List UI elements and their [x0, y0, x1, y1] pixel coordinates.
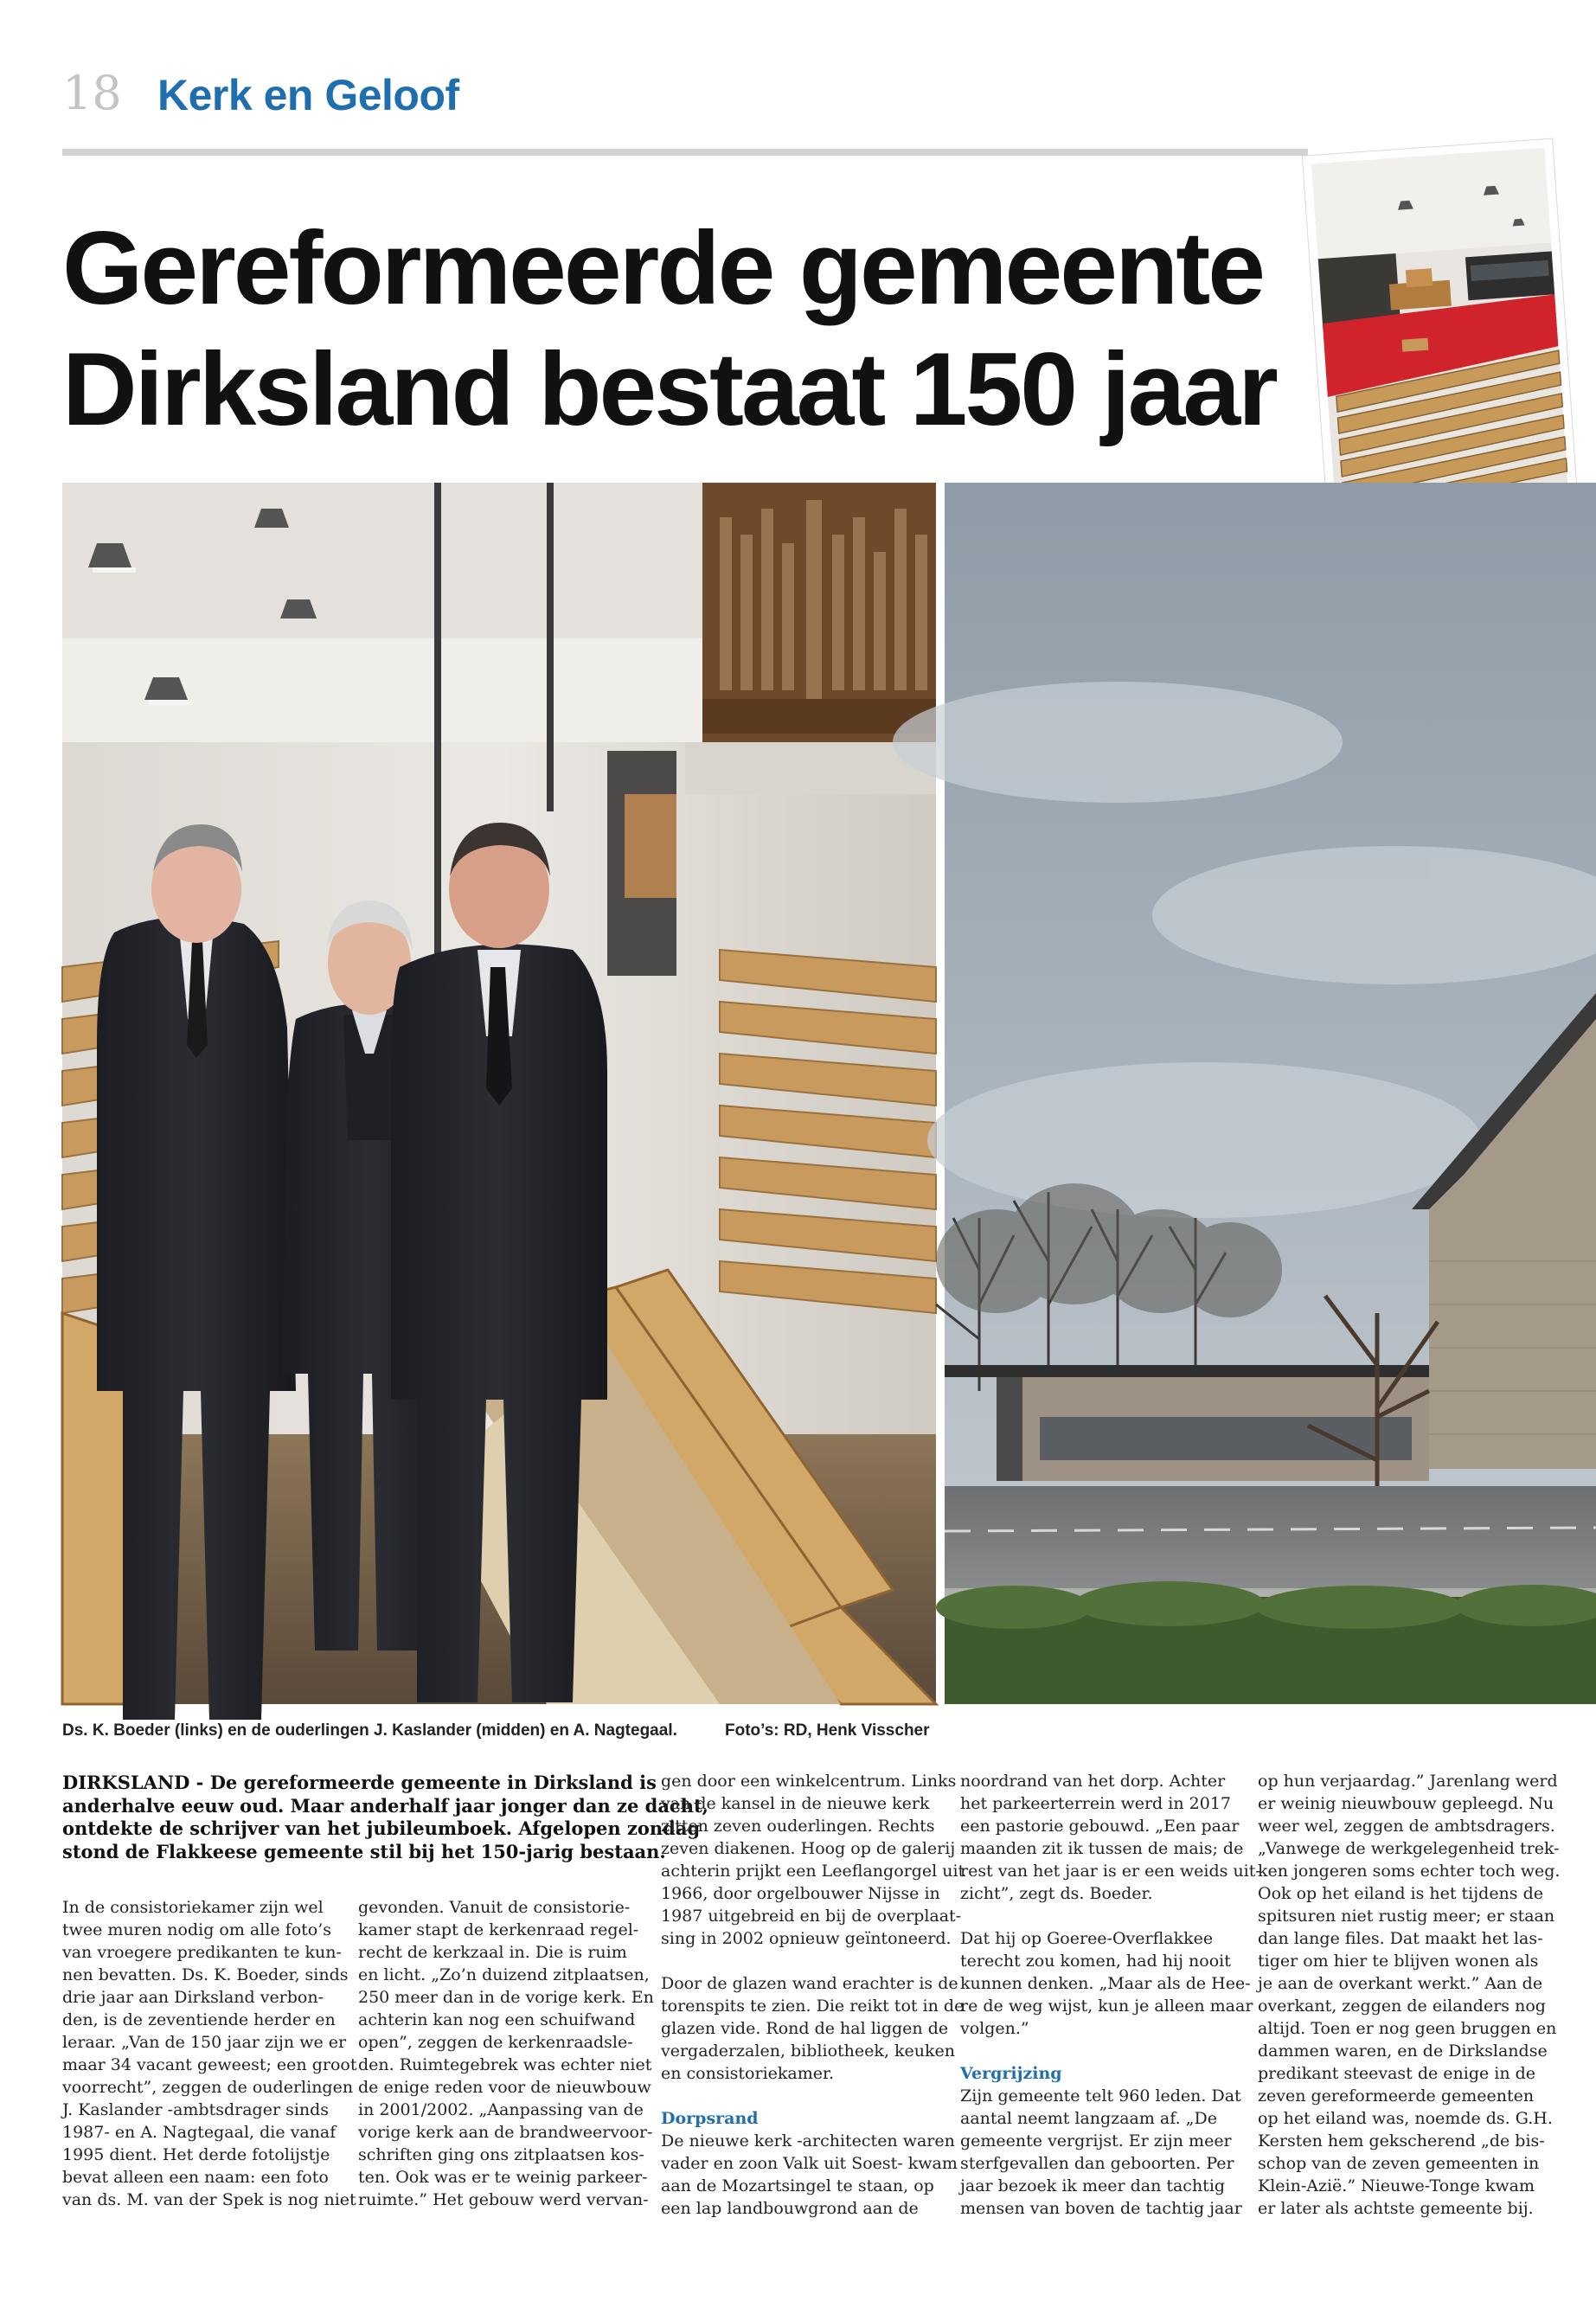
text-line: dan lange files. Dat maakt het las- — [1258, 1929, 1543, 1948]
text-line: ten. Ook was er te weinig parkeer- — [358, 2168, 648, 2187]
text-line: dammen waren, en de Dirkslandse — [1258, 2041, 1548, 2061]
text-line: je aan de overkant werkt.” Aan de — [1258, 1974, 1543, 1993]
text-line: en consistoriekamer. — [661, 2064, 835, 2083]
text-line: het parkeerterrein werd in 2017 — [960, 1794, 1231, 1813]
text-line: maanden zit ik tussen de mais; de — [960, 1839, 1244, 1858]
text-line: overkant, zeggen de eilanders nog — [1258, 1997, 1546, 2016]
text-line: nen bevatten. Ds. K. Boeder, sinds — [62, 1965, 349, 1984]
text-line: van de kansel in de nieuwe kerk — [661, 1794, 930, 1813]
text-line: twee muren nodig om alle foto’s — [62, 1920, 331, 1939]
text-line: op het eiland was, noemde ds. G.H. — [1258, 2109, 1553, 2128]
section-title: Kerk en Geloof — [157, 71, 459, 119]
text-line: open”, zeggen de kerkenraadsle- — [358, 2033, 633, 2052]
text-line: Kersten hem gekscherend „de bis- — [1258, 2131, 1545, 2150]
text-line: aan de Mozartsingel te staan, op — [661, 2176, 934, 2195]
page-number: 18 — [62, 66, 122, 120]
text-line: den. Ruimtegebrek was echter niet — [358, 2055, 652, 2074]
text-line: weer wel, zeggen de ambtsdragers. — [1258, 1817, 1555, 1836]
text-line: zeven gereformeerde gemeenten — [1258, 2086, 1535, 2106]
text-line: Zijn gemeente telt 960 leden. Dat — [960, 2086, 1241, 2106]
text-line: leraar. „Van de 150 jaar zijn we er — [62, 2033, 347, 2052]
text-line: sing in 2002 opnieuw geïntoneerd. — [661, 1929, 952, 1948]
text-line: 250 meer dan in de vorige kerk. En — [358, 1988, 654, 2007]
text-line: torenspits te zien. Die reikt tot in de — [661, 1997, 965, 2016]
text-line: predikant steevast de enige in de — [1258, 2064, 1536, 2083]
headline — [62, 208, 1276, 450]
text-line: kamer stapt de kerkenraad regel- — [358, 1920, 639, 1939]
text-line: jaar bezoek ik meer dan tachtig — [960, 2176, 1226, 2195]
lead-line: anderhalve eeuw oud. Maar anderhalf jaar jonger dan ze dacht, — [62, 1794, 708, 1817]
text-line: 1966, door orgelbouwer Nijsse in — [661, 1884, 940, 1903]
article-column-2 — [358, 1896, 654, 2211]
article-column-3 — [661, 1770, 965, 2220]
lead-line: ontdekte de schrijver van het jubileumboek. Afgelopen zondag — [62, 1817, 701, 1839]
photo-three-men-in-church — [62, 483, 936, 1704]
text-line: 1995 dient. Het derde fotolijstje — [62, 2145, 330, 2164]
article-column-5 — [1258, 1770, 1561, 2220]
text-line: vergaderzalen, bibliotheek, keuken — [661, 2041, 955, 2061]
text-line: een pastorie gebouwd. „Een paar — [960, 1817, 1240, 1836]
text-line: bevat alleen een naam: een foto — [62, 2168, 329, 2187]
text-line: ken jongeren soms echter toch weg. — [1258, 1862, 1561, 1881]
text-line: vorige kerk aan de brandweervoor- — [358, 2123, 653, 2142]
text-line: de enige reden voor de nieuwbouw — [358, 2078, 651, 2097]
text-line: drie jaar aan Dirksland verbon- — [62, 1988, 324, 2007]
text-line: den, is de zeventiende herder en — [62, 2010, 336, 2029]
text-line: gen door een winkelcentrum. Links — [661, 1772, 957, 1791]
text-line: glazen vide. Rond de hal liggen de — [661, 2019, 949, 2038]
text-line: zeven diakenen. Hoog op de galerij — [661, 1839, 956, 1858]
article-lead — [62, 1772, 708, 1863]
text-line: Ook op het eiland is het tijdens de — [1258, 1884, 1543, 1903]
text-line: een lap landbouwgrond aan de — [661, 2199, 919, 2218]
text-line: maar 34 vacant geweest; een groot — [62, 2055, 357, 2074]
text-line: rest van het jaar is er een weids uit- — [960, 1862, 1261, 1881]
text-line: vader en zoon Valk uit Soest- kwam — [661, 2154, 958, 2173]
text-line: De nieuwe kerk -architecten waren — [661, 2131, 955, 2150]
text-line: tiger om hier te blijven wonen als — [1258, 1952, 1539, 1971]
text-line: spitsuren niet rustig meer; er staan — [1258, 1907, 1555, 1926]
text-line: sterfgevallen dan geboorten. Per — [960, 2154, 1234, 2173]
headline-line-2: Dirksland bestaat 150 jaar — [62, 331, 1276, 447]
text-line: voorrecht”, zeggen de ouderlingen — [62, 2078, 354, 2097]
text-line: er weinig nieuwbouw gepleegd. Nu — [1258, 1794, 1554, 1813]
text-line: kunnen denken. „Maar als de Hee- — [960, 1974, 1251, 1993]
subhead-vergrijzing: Vergrijzing — [960, 2064, 1062, 2083]
article-column-4 — [960, 1770, 1261, 2220]
text-line: altijd. Toen er nog geen bruggen en — [1258, 2019, 1557, 2038]
photo-caption: Ds. K. Boeder (links) en de ouderlingen J. Kaslander (midden) en A. Nagtegaal. — [62, 1721, 677, 1740]
text-line: in 2001/2002. „Aanpassing van de — [358, 2100, 644, 2119]
article-column-1 — [62, 1896, 357, 2211]
text-line: In de consistoriekamer zijn wel — [62, 1898, 324, 1917]
text-line: en licht. „Zo’n duizend zitplaatsen, — [358, 1965, 650, 1984]
text-line: mensen van boven de tachtig jaar — [960, 2199, 1242, 2218]
header-rule — [62, 149, 1308, 156]
inset-photo-church-interior — [1315, 130, 1574, 519]
text-line: „Vanwege de werkgelegenheid trek- — [1258, 1839, 1560, 1858]
text-line: J. Kaslander -ambtsdrager sinds — [62, 2100, 330, 2119]
text-line: ruimte.” Het gebouw werd vervan- — [358, 2190, 649, 2209]
text-line: van vroegere predikanten te kun- — [62, 1943, 342, 1962]
text-line: schriften ging ons zitplaatsen kos- — [358, 2145, 644, 2164]
headline-line-1: Gereformeerde gemeente — [62, 210, 1263, 326]
text-line: achterin prijkt een Leeflangorgel uit — [661, 1862, 965, 1881]
text-line: gemeente vergrijst. Er zijn meer — [960, 2131, 1232, 2150]
text-line: volgen.” — [960, 2019, 1029, 2038]
text-line: schop van de zeven gemeenten in — [1258, 2154, 1540, 2173]
text-line: Door de glazen wand erachter is de — [661, 1974, 958, 1993]
text-line: terecht zou komen, had hij nooit — [960, 1952, 1231, 1971]
text-line: achterin kan nog een schuifwand — [358, 2010, 636, 2029]
text-line: zitten zeven ouderlingen. Rechts — [661, 1817, 935, 1836]
text-line: 1987- en A. Nagtegaal, die vanaf — [62, 2123, 337, 2142]
text-line: Klein-Azië.” Nieuwe-Tonge kwam — [1258, 2176, 1535, 2195]
text-line: op hun verjaardag.” Jarenlang werd — [1258, 1772, 1558, 1791]
text-line: recht de kerkzaal in. Die is ruim — [358, 1943, 627, 1962]
subhead-dorpsrand: Dorpsrand — [661, 2109, 759, 2128]
text-line: er later als achtste gemeente bij. — [1258, 2199, 1534, 2218]
text-line: aantal neemt langzaam af. „De — [960, 2109, 1217, 2128]
photo-credit: Foto’s: RD, Henk Visscher — [725, 1721, 930, 1740]
lead-line: DIRKSLAND - De gereformeerde gemeente in Dirksland is — [62, 1772, 657, 1793]
lead-line: stond de Flakkeese gemeente stil bij het 150-jarig bestaan. — [62, 1840, 666, 1862]
text-line: noordrand van het dorp. Achter — [960, 1772, 1226, 1791]
text-line: Dat hij op Goeree-Overflakkee — [960, 1929, 1214, 1948]
text-line: re de weg wijst, kun je alleen maar — [960, 1997, 1253, 2016]
text-line: zicht”, zegt ds. Boeder. — [960, 1884, 1153, 1903]
text-line: van ds. M. van der Spek is nog niet — [62, 2190, 356, 2209]
text-line: gevonden. Vanuit de consistorie- — [358, 1898, 631, 1917]
text-line: 1987 uitgebreid en bij de overplaat- — [661, 1907, 962, 1926]
photo-church-exterior — [945, 483, 1596, 1704]
